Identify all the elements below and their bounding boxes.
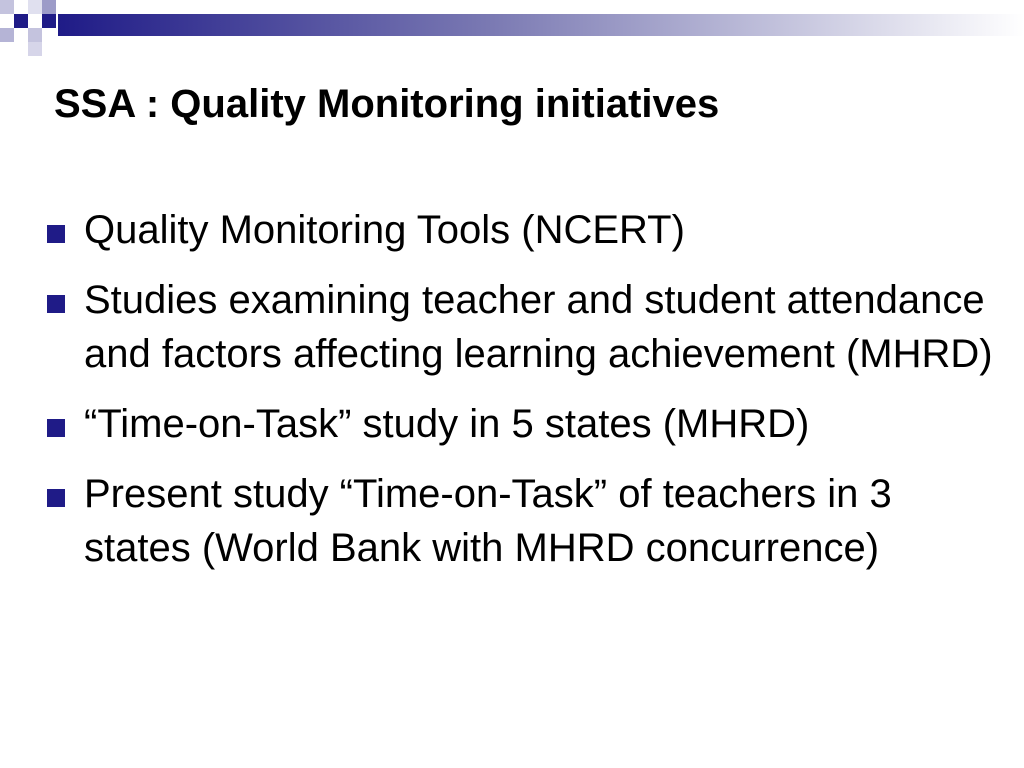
deco-square [14,14,28,28]
deco-square [42,14,56,28]
bullet-text: Studies examining teacher and student attendance and factors affecting learning achievement (MHRD) [84,278,993,376]
square-bullet-icon [47,295,65,313]
header-gradient-band [58,14,1024,36]
deco-square [0,0,14,14]
bullet-item [0,397,1000,451]
deco-square [0,28,14,42]
bullet-item [0,467,1000,575]
bullet-text: “Time-on-Task” study in 5 states (MHRD) [84,402,810,446]
bullet-item [0,203,1000,257]
header-decoration [0,0,1024,60]
deco-square [42,0,56,14]
bullet-list [0,203,1000,591]
deco-square [28,42,42,56]
bullet-item [0,273,1000,381]
square-bullet-icon [47,225,65,243]
square-bullet-icon [47,419,65,437]
slide-title: SSA : Quality Monitoring initiatives [54,82,720,126]
square-bullet-icon [47,489,65,507]
deco-square [28,0,42,14]
deco-square [28,28,42,42]
bullet-text: Present study “Time-on-Task” of teachers in 3 states (World Bank with MHRD concurrence) [84,472,892,570]
bullet-text: Quality Monitoring Tools (NCERT) [84,208,685,252]
